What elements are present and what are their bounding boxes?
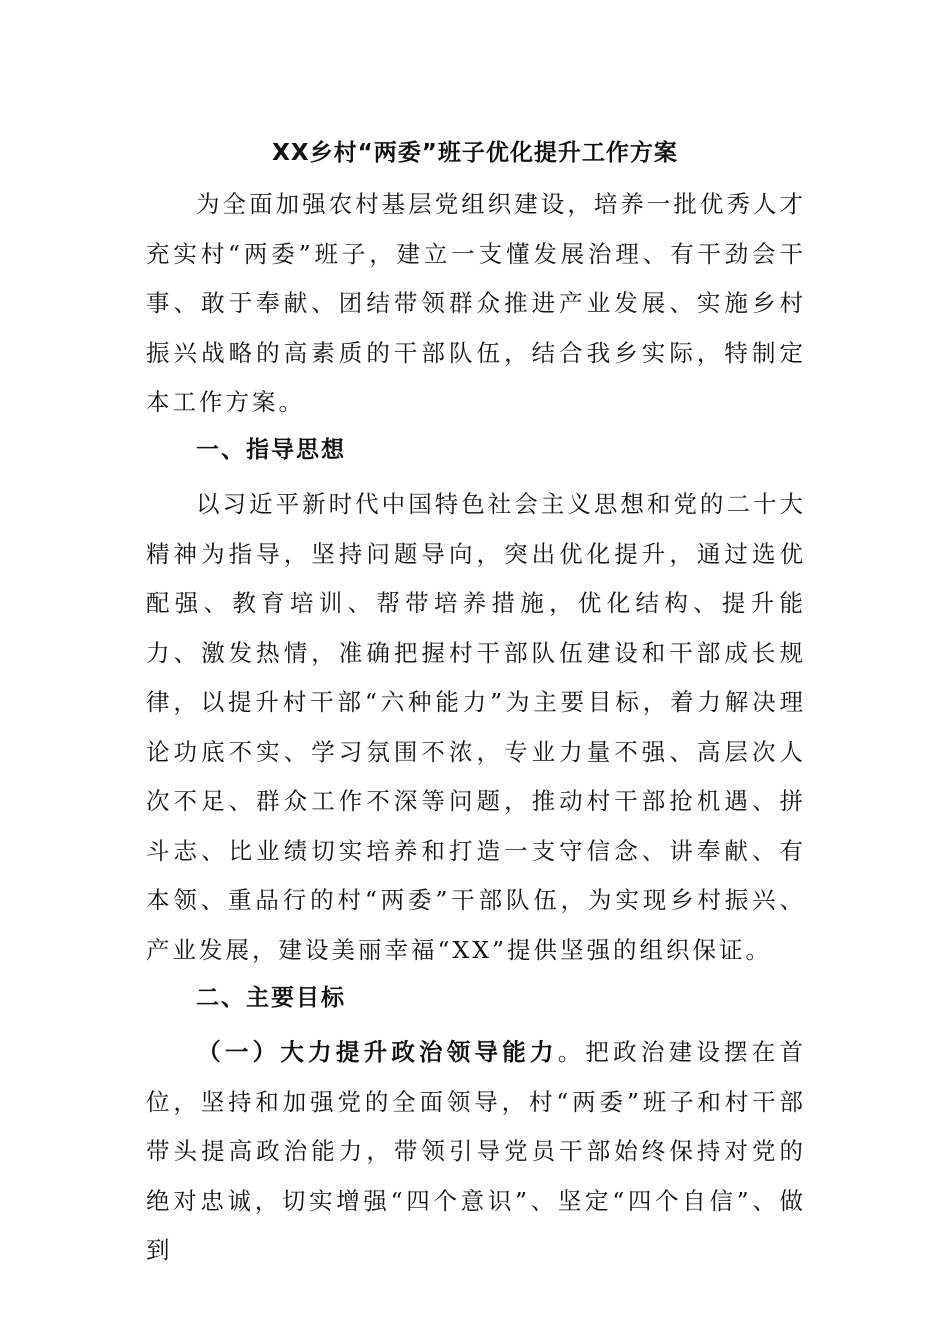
- intro-text: 为全面加强农村基层党组织建设，培养一批优秀人才充实村“两委”班子，建立一支懂发展治理、有干劲会干事、敢于奉献、团结带领群众推进产业发展、实施乡村振兴战略的高素质的干部队伍，结合我乡实际，特制定本工作方案。: [146, 190, 806, 416]
- goal-one-text: 。把政治建设摆在首位，坚持和加强党的全面领导，村“两委”班子和村干部带头提高政治能力，带领引导党员干部始终保持对党的绝对忠诚，切实增强“四个意识”、坚定“四个自信”、做到: [146, 1038, 807, 1264]
- guiding-ideology-paragraph: [146, 480, 806, 975]
- intro-paragraph: [146, 180, 806, 428]
- section-heading-guiding-ideology: 一、指导思想: [196, 437, 346, 463]
- guiding-ideology-text: 以习近平新时代中国特色社会主义思想和党的二十大精神为指导，坚持问题导向，突出优化提升，通过选优配强、教育培训、帮带培养措施，优化结构、提升能力、激发热情，准确把握村干部队伍建设和干部成长规律，以提升村干部“六种能力”为主要目标，着力解决理论功底不实、学习氛围不浓，专业力量不强、高层次人次不足、群众工作不深等问题，推动村干部抢机遇、拼斗志、比业绩切实培养和打造一支守信念、讲奉献、有本领、重品行的村“两委”干部队伍，为实现乡村振兴、产业发展，建设美丽幸福“XX”提供坚强的组织保证。: [146, 490, 806, 964]
- section-heading-main-goals: 二、主要目标: [196, 985, 346, 1011]
- main-goals-paragraph: [146, 1028, 806, 1276]
- document-title: XX乡村“两委”班子优化提升工作方案: [272, 140, 678, 166]
- goal-one-lead: （一）大力提升政治领导能力: [196, 1038, 558, 1066]
